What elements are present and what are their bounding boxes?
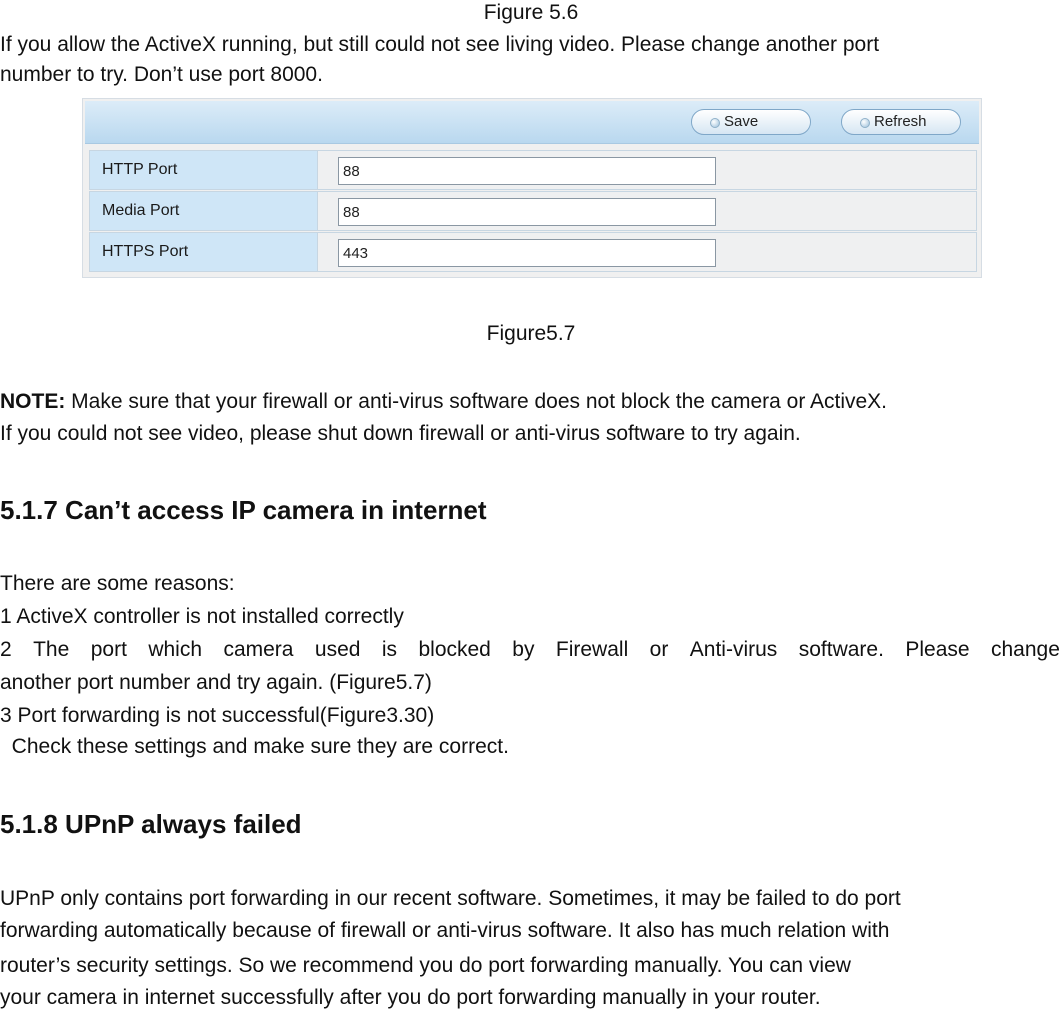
port-settings-panel xyxy=(82,98,982,278)
word: used xyxy=(314,638,361,661)
section-5-1-7-heading: 5.1.7 Can’t access IP camera in internet xyxy=(0,495,487,525)
note-text: Make sure that your firewall or anti-virus software does not block the camera or ActiveX. xyxy=(65,390,888,413)
save-button-label: Save xyxy=(724,113,759,130)
note-line-2: If you could not see video, please shut down firewall or anti-virus software to try again. xyxy=(0,422,801,445)
reason-item-3-note: Check these settings and make sure they are correct. xyxy=(0,735,509,758)
http-port-label: HTTP Port xyxy=(90,151,318,189)
word: by xyxy=(512,638,535,661)
button-dot-icon xyxy=(710,118,720,128)
word: Anti-virus xyxy=(689,638,778,661)
panel-toolbar xyxy=(85,101,979,144)
refresh-button[interactable] xyxy=(841,109,961,135)
reasons-intro: There are some reasons: xyxy=(0,572,235,595)
http-port-input[interactable] xyxy=(338,157,716,185)
reason-item-2-line-1 xyxy=(0,637,1060,663)
word: camera xyxy=(223,638,294,661)
http-port-row xyxy=(89,150,977,190)
word: 2 xyxy=(0,638,12,661)
button-dot-icon xyxy=(860,118,870,128)
word: is xyxy=(381,638,398,661)
word: Please xyxy=(905,638,970,661)
word: change xyxy=(990,638,1060,661)
reason-item-2-line-2: another port number and try again. (Figure5.7) xyxy=(0,671,432,694)
refresh-button-label: Refresh xyxy=(874,113,927,130)
figure-5-6-caption: Figure 5.6 xyxy=(483,1,579,24)
media-port-row xyxy=(89,191,977,231)
word: blocked xyxy=(418,638,491,661)
note-label: NOTE: xyxy=(0,390,66,413)
https-port-label: HTTPS Port xyxy=(90,233,318,271)
word: The xyxy=(33,638,70,661)
word: or xyxy=(649,638,669,661)
figure-5-7-caption: Figure5.7 xyxy=(486,322,576,345)
media-port-label: Media Port xyxy=(90,192,318,230)
word: port xyxy=(90,638,127,661)
upnp-line-1: UPnP only contains port forwarding in our recent software. Sometimes, it may be failed to do port xyxy=(0,887,901,910)
reason-item-1: 1 ActiveX controller is not installed correctly xyxy=(0,605,404,628)
upnp-line-3: router’s security settings. So we recommend you do port forwarding manually. You can view xyxy=(0,954,851,977)
intro-line-2: number to try. Don’t use port 8000. xyxy=(0,63,323,86)
media-port-input[interactable] xyxy=(338,198,716,226)
note-line-1 xyxy=(0,389,887,415)
intro-line-1: If you allow the ActiveX running, but still could not see living video. Please change another port xyxy=(0,33,880,56)
upnp-line-4: your camera in internet successfully after you do port forwarding manually in your router. xyxy=(0,986,821,1009)
word: which xyxy=(148,638,203,661)
save-button[interactable] xyxy=(691,109,811,135)
word: Firewall xyxy=(555,638,629,661)
section-5-1-8-heading: 5.1.8 UPnP always failed xyxy=(0,809,302,839)
reason-item-3: 3 Port forwarding is not successful(Figure3.30) xyxy=(0,704,435,727)
upnp-line-2: forwarding automatically because of firewall or anti-virus software. It also has much relation with xyxy=(0,919,890,942)
https-port-input[interactable] xyxy=(338,239,716,267)
word: software. xyxy=(798,638,884,661)
https-port-row xyxy=(89,232,977,272)
